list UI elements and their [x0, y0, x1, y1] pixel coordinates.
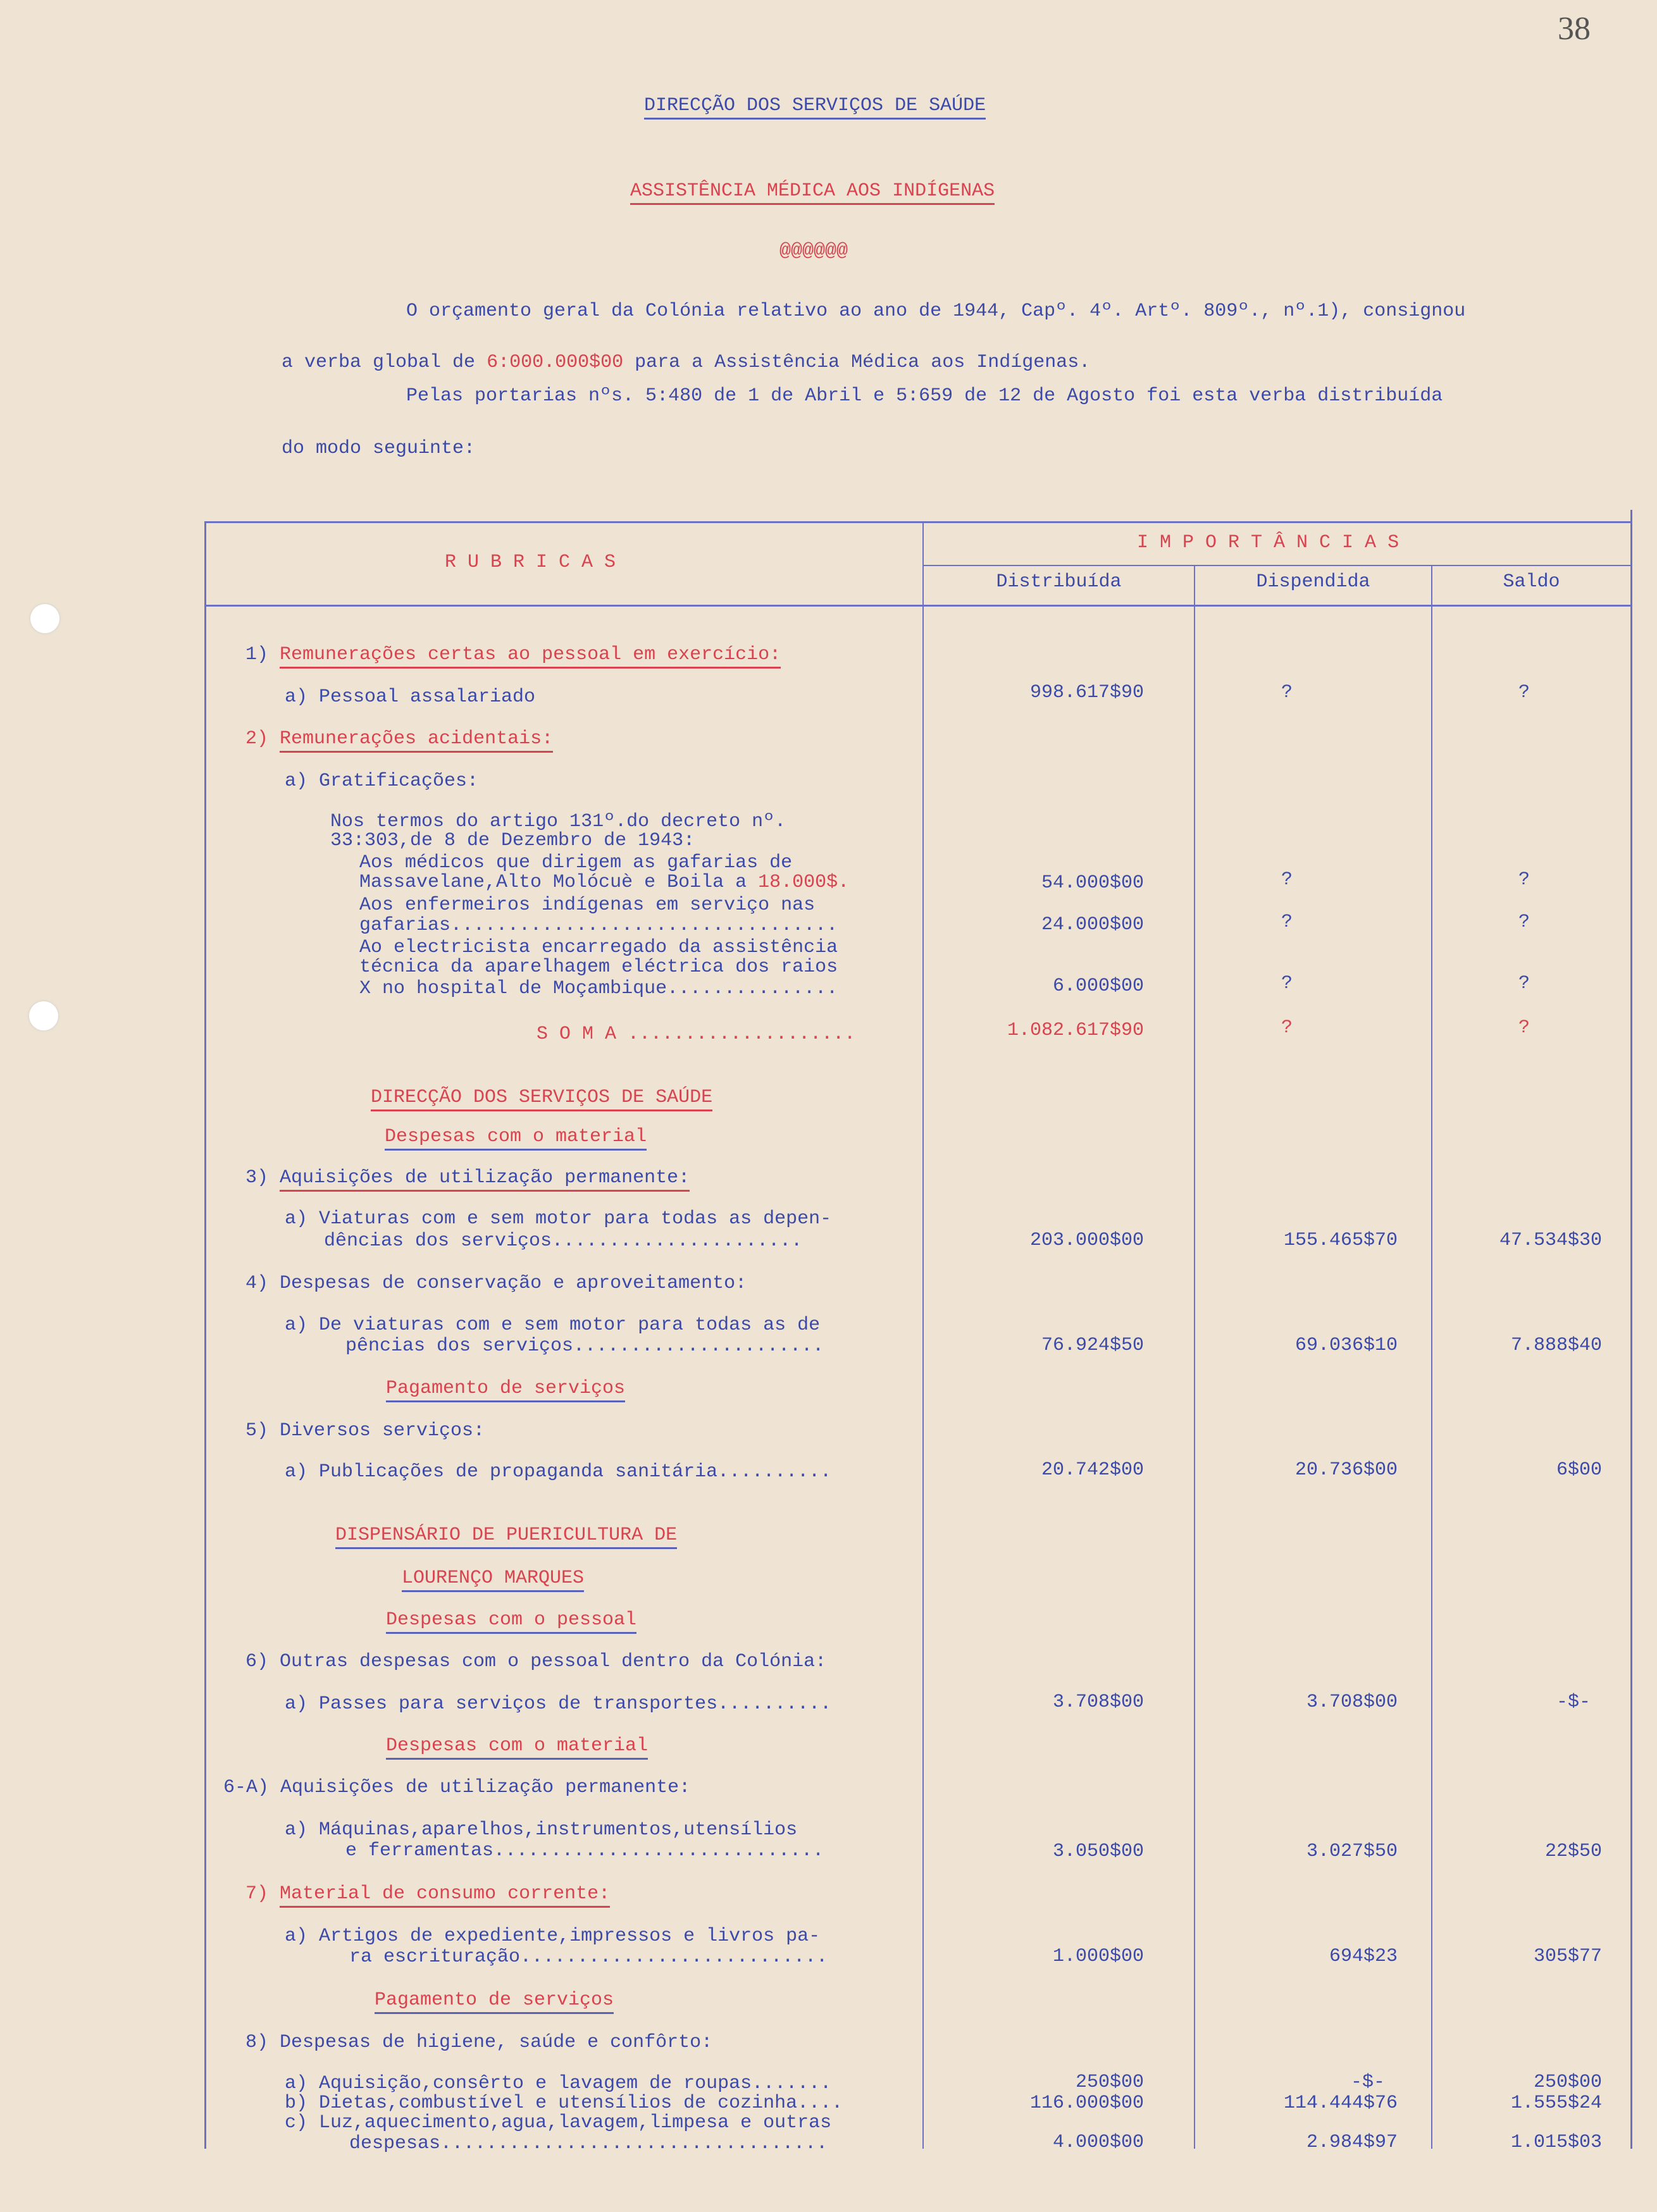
row-3a-saldo: 47.534$30	[1499, 1230, 1602, 1251]
row-4a-line-1: a) De viaturas com e sem motor para todas as de	[285, 1314, 821, 1336]
row-2-label: Remunerações acidentais:	[280, 728, 553, 753]
sec2-sub1: Despesas com o material	[385, 1126, 647, 1151]
ornament	[779, 240, 848, 262]
soma-distribuida: 1.082.617$90	[1007, 1020, 1144, 1041]
row-2a-label: a) Gratificações:	[285, 770, 479, 792]
sec2-sub2: Pagamento de serviços	[386, 1378, 625, 1402]
row-8a-dispendida: -$-	[1350, 2072, 1385, 2093]
punch-hole-top	[30, 604, 59, 633]
row-2	[245, 728, 553, 750]
document-subheading: ASSISTÊNCIA MÉDICA AOS INDÍGENAS	[630, 180, 995, 205]
row-8c-distribuida: 4.000$00	[1052, 2132, 1144, 2153]
grat-line-4	[359, 872, 849, 893]
row-3a-dispendida: 155.465$70	[1283, 1230, 1398, 1251]
row-6Aa-line-2: e ferramentas.............................	[345, 1840, 824, 1862]
row-7a-distribuida: 1.000$00	[1052, 1946, 1144, 1967]
grat-1-distribuida: 54.000$00	[1041, 872, 1144, 894]
row-6a-saldo: -$-	[1556, 1691, 1591, 1713]
row-4a-line-2: pências dos serviços......................	[345, 1335, 824, 1357]
sec2-title: DIRECÇÃO DOS SERVIÇOS DE SAÚDE	[371, 1087, 712, 1111]
row-1a-distribuida: 998.617$90	[1029, 682, 1144, 703]
row-6Aa-saldo: 22$50	[1544, 1841, 1602, 1862]
row-6-label: 6) Outras despesas com o pessoal dentro da Colónia:	[245, 1651, 827, 1672]
row-8b-label: b) Dietas,combustível e utensílios de cozinha....	[285, 2092, 843, 2114]
header-importancias: I M P O R T Â N C I A S	[1137, 532, 1399, 553]
header-distribuida: Distribuída	[996, 571, 1122, 593]
grat-line-1: Nos termos do artigo 131º.do decreto nº.	[330, 811, 786, 832]
grat-line-7: Ao electricista encarregado da assistência	[359, 937, 838, 958]
row-6a-dispendida: 3.708$00	[1306, 1691, 1398, 1713]
grat-line-5: Aos enfermeiros indígenas em serviço nas	[359, 894, 816, 916]
sec3-sub1: Despesas com o pessoal	[386, 1609, 636, 1634]
header-rubricas: R U B R I C A S	[445, 552, 616, 573]
grat-line-9: X no hospital de Moçambique...............	[359, 978, 838, 999]
grat-2-saldo: ?	[1518, 911, 1530, 933]
row-1a-label: a) Pessoal assalariado	[285, 686, 536, 708]
grat-line-6: gafarias..................................	[359, 915, 838, 936]
row-2-number: 2)	[245, 728, 280, 750]
row-6a-distribuida: 3.708$00	[1052, 1691, 1144, 1713]
punch-hole-bottom	[29, 1001, 58, 1030]
row-7-number: 7)	[245, 1883, 280, 1905]
row-3a-line-1: a) Viaturas com e sem motor para todas as depen-	[285, 1208, 832, 1230]
ornament-text: @@@@@@	[779, 240, 848, 262]
intro-paragraph-2-line-1: Pelas portarias nºs. 5:480 de 1 de Abril e 5:659 de 12 de Agosto foi esta verba distribuída	[406, 385, 1443, 407]
intro-text-post: para a Assistência Médica aos Indígenas.	[623, 352, 1091, 373]
row-1-label: Remunerações certas ao pessoal em exercício:	[280, 644, 781, 669]
grat-2-distribuida: 24.000$00	[1041, 914, 1144, 936]
row-4a-distribuida: 76.924$50	[1041, 1335, 1144, 1356]
row-1a-saldo: ?	[1518, 682, 1530, 703]
row-7a-dispendida: 694$23	[1329, 1946, 1398, 1967]
grat-1-dispendida: ?	[1281, 869, 1293, 891]
sec3-title-2: LOURENÇO MARQUES	[402, 1567, 584, 1592]
row-7a-line-2: ra escrituração...........................	[349, 1946, 828, 1968]
grat-line-8: técnica da aparelhagem eléctrica dos raios	[359, 956, 838, 978]
row-8a-distribuida: 250$00	[1075, 2072, 1144, 2093]
row-1	[245, 644, 781, 665]
row-3	[245, 1167, 690, 1189]
row-3-label: Aquisições de utilização permanente:	[280, 1167, 690, 1192]
row-6a-label: a) Passes para serviços de transportes..........	[285, 1693, 832, 1715]
sec3-title-1: DISPENSÁRIO DE PUERICULTURA DE	[335, 1524, 677, 1549]
row-5a-label: a) Publicações de propaganda sanitária..........	[285, 1461, 832, 1483]
intro-text-pre: a verba global de	[282, 352, 487, 373]
row-1-number: 1)	[245, 644, 280, 665]
global-amount: 6:000.000$00	[487, 352, 624, 373]
row-5-label: 5) Diversos serviços:	[245, 1420, 485, 1442]
row-7	[245, 1883, 610, 1905]
row-8c-saldo: 1.015$03	[1510, 2132, 1602, 2153]
row-4a-saldo: 7.888$40	[1510, 1335, 1602, 1356]
grat-amount-red: 18.000$.	[758, 872, 850, 893]
header-dispendida: Dispendida	[1256, 571, 1370, 593]
grat-2-dispendida: ?	[1281, 911, 1293, 933]
sec3-sub2: Despesas com o material	[386, 1735, 648, 1760]
page-number: 38	[1558, 11, 1591, 47]
row-1a-dispendida: ?	[1281, 682, 1293, 703]
grat-line-4-text: Massavelane,Alto Molócuè e Boila a	[359, 872, 759, 893]
row-8b-distribuida: 116.000$00	[1029, 2092, 1144, 2114]
grat-3-saldo: ?	[1518, 973, 1530, 994]
grat-3-dispendida: ?	[1281, 973, 1293, 994]
row-5a-distribuida: 20.742$00	[1041, 1459, 1144, 1481]
grat-1-saldo: ?	[1518, 869, 1530, 891]
row-3a-line-2: dências dos serviços......................	[324, 1230, 803, 1252]
row-5a-saldo: 6$00	[1556, 1459, 1602, 1481]
row-8c-line-1: c) Luz,aquecimento,agua,lavagem,limpesa e outras	[285, 2112, 832, 2134]
soma-saldo: ?	[1518, 1017, 1530, 1039]
row-8b-saldo: 1.555$24	[1510, 2092, 1602, 2114]
soma-dispendida: ?	[1281, 1017, 1293, 1039]
row-7a-saldo: 305$77	[1533, 1946, 1602, 1967]
soma-label: S O M A ....................	[537, 1023, 856, 1045]
intro-paragraph-1-line-1: O orçamento geral da Colónia relativo ao ano de 1944, Capº. 4º. Artº. 809º., nº.1), consignou	[406, 300, 1466, 322]
row-3a-distribuida: 203.000$00	[1029, 1230, 1144, 1251]
row-7a-line-1: a) Artigos de expediente,impressos e livros pa-	[285, 1925, 821, 1947]
intro-paragraph-2-line-2: do modo seguinte:	[282, 438, 476, 459]
row-4-label: 4) Despesas de conservação e aproveitamento:	[245, 1273, 747, 1294]
row-3-number: 3)	[245, 1167, 280, 1189]
row-8b-dispendida: 114.444$76	[1283, 2092, 1398, 2114]
row-4a-dispendida: 69.036$10	[1294, 1335, 1398, 1356]
row-8c-line-2: despesas..................................	[349, 2133, 828, 2154]
grat-3-distribuida: 6.000$00	[1052, 975, 1144, 997]
grat-line-3: Aos médicos que dirigem as gafarias de	[359, 852, 793, 874]
row-8a-label: a) Aquisição,consêrto e lavagem de roupas.......	[285, 2073, 832, 2094]
header-saldo: Saldo	[1503, 571, 1560, 593]
row-5a-dispendida: 20.736$00	[1294, 1459, 1398, 1481]
row-6A-label: 6-A) Aquisições de utilização permanente:	[223, 1777, 691, 1798]
row-8a-saldo: 250$00	[1533, 2072, 1602, 2093]
sec3-sub3: Pagamento de serviços	[375, 1989, 614, 2014]
document-heading: DIRECÇÃO DOS SERVIÇOS DE SAÚDE	[644, 95, 986, 120]
row-8-label: 8) Despesas de higiene, saúde e confôrto:	[245, 2032, 713, 2053]
row-8c-dispendida: 2.984$97	[1306, 2132, 1398, 2153]
intro-paragraph-1-line-2	[282, 352, 1090, 373]
row-6Aa-dispendida: 3.027$50	[1306, 1841, 1398, 1862]
row-6Aa-line-1: a) Máquinas,aparelhos,instrumentos,utensílios	[285, 1819, 798, 1841]
grat-line-2: 33:303,de 8 de Dezembro de 1943:	[330, 830, 695, 851]
row-6Aa-distribuida: 3.050$00	[1052, 1841, 1144, 1862]
row-7-label: Material de consumo corrente:	[280, 1883, 610, 1908]
